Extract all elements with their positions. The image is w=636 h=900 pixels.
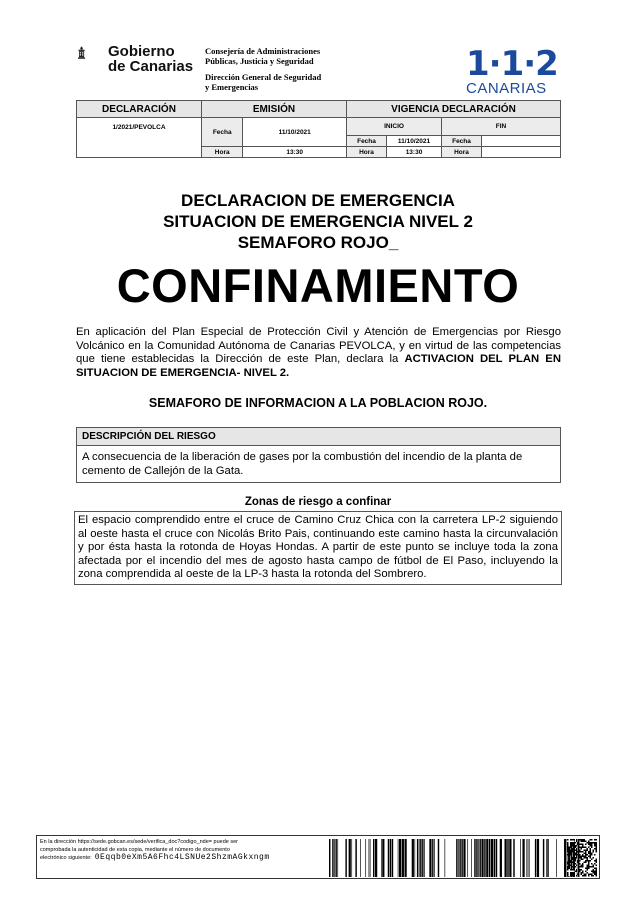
riesgo-box: [76, 427, 561, 483]
org-name: [108, 44, 193, 74]
semaforo-line: SEMAFORO DE INFORMACION A LA POBLACION ROJO.: [148, 396, 488, 410]
main-title: CONFINAMIENTO: [116, 259, 520, 312]
verification-footer: [36, 835, 600, 879]
title-line3: SEMAFORO ROJO_: [237, 233, 399, 252]
verification-code: 0Eqqb0eXm5A6Fhc4LSNUe2ShzmAGkxngm: [94, 853, 270, 862]
verification-text: [40, 839, 305, 863]
direccion-line2: y Emergencias: [205, 82, 259, 92]
emision-hora: 13:30: [243, 147, 347, 158]
col-declaracion: DECLARACIÓN: [77, 101, 202, 118]
inicio-hora: 13:30: [387, 147, 442, 158]
fin-fecha-label: Fecha: [442, 136, 482, 147]
footer-line1: En la dirección https://sede.gobcan.es/sede/verifica_doc?codigo_nde= puede ser: [40, 839, 238, 845]
fin-hora: [482, 147, 561, 158]
fin-fecha: [482, 136, 561, 147]
declaracion-id: 1/2021/PEVOLCA: [77, 118, 202, 158]
logo-112-label: CANARIAS: [466, 80, 547, 97]
org-line1: Gobierno: [108, 43, 175, 60]
inicio-fecha: 11/10/2021: [387, 136, 442, 147]
declaration-table: [76, 100, 561, 158]
emision-fecha: 11/10/2021: [243, 118, 347, 147]
zonas-title: Zonas de riesgo a confinar: [244, 496, 392, 508]
footer-line3: [40, 854, 305, 863]
title-block: [0, 190, 636, 253]
qr-code-icon: [567, 839, 597, 877]
title-line1: DECLARACION DE EMERGENCIA: [181, 191, 455, 210]
coat-of-arms-icon: [78, 28, 106, 78]
intro-bold: ACTIVACION DEL PLAN EN SITUACION DE EMERGENCIA- NIVEL 2.: [76, 353, 561, 379]
emision-fecha-label: Fecha: [202, 118, 243, 147]
col-emision: EMISIÓN: [202, 101, 347, 118]
emision-hora-label: Hora: [202, 147, 243, 158]
inicio-label: INICIO: [347, 118, 442, 136]
consejeria-line1: Consejería de Administraciones: [205, 46, 321, 56]
title-line2: SITUACION DE EMERGENCIA NIVEL 2: [163, 212, 473, 231]
riesgo-header: DESCRIPCIÓN DEL RIESGO: [77, 428, 560, 446]
intro-text: En aplicación del Plan Especial de Protección Civil y Atención de Emergencias por Riesgo Volcánico en la Comunidad Autónoma de Canarias PEVOLCA, y en virtud de las competencias que tiene establecidas la Dirección de este Plan, declara la: [76, 326, 561, 366]
direccion-line1: Dirección General de Seguridad: [205, 72, 322, 82]
inicio-hora-label: Hora: [347, 147, 387, 158]
col-vigencia: VIGENCIA DECLARACIÓN: [347, 101, 561, 118]
org-line2: de Canarias: [108, 58, 194, 75]
fin-label: FIN: [442, 118, 561, 136]
consejeria-line2: Públicas, Justicia y Seguridad: [205, 56, 314, 66]
riesgo-text: A consecuencia de la liberación de gases por la combustión del incendio de la planta de cemento de Callejón de la Gata.: [82, 451, 523, 477]
consejeria-text: [205, 46, 320, 66]
footer-line3-label: electrónico siguiente:: [40, 855, 92, 861]
intro-paragraph: [76, 326, 561, 380]
barcode-icon: [329, 839, 584, 877]
zonas-text: El espacio comprendido entre el cruce de Camino Cruz Chica con la carretera LP-2 siguiendo al oeste hasta el cruce con Nicolás Brito Pais, continuando este camino hasta la circunvalación y por ésta hasta la rotonda de Hoyas Hondas. A partir de este punto se incluye toda la zona afectada por el incendio del mes de agosto hasta campo de fútbol de El Paso, incluyendo la zona comprendida al oeste de la LP-3 hasta la rotonda del Sombrero.: [74, 511, 562, 585]
footer-line2: comprobada la autenticidad de esta copia, mediante el número de documento: [40, 846, 230, 853]
direccion-text: [205, 72, 321, 92]
fin-hora-label: Hora: [442, 147, 482, 158]
logo-112-number: 1·1·2: [466, 44, 558, 84]
inicio-fecha-label: Fecha: [347, 136, 387, 147]
